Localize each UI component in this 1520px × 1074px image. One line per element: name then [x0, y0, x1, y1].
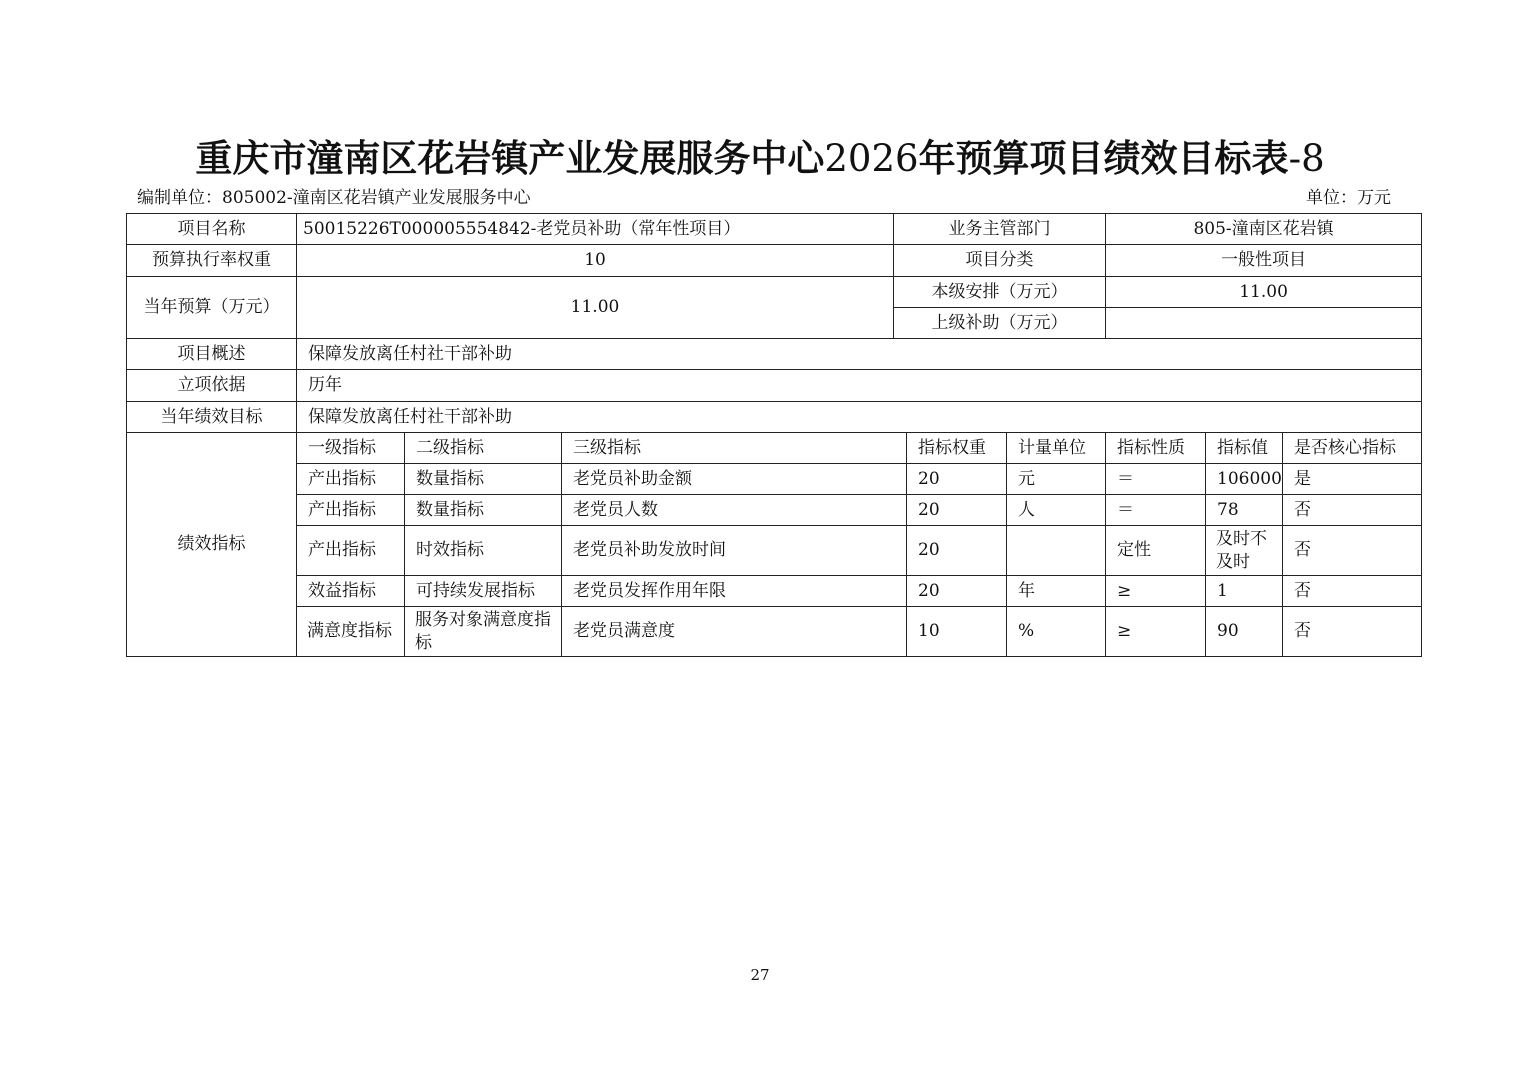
compiling-unit: 编制单位：805002-潼南区花岩镇产业发展服务中心 [137, 188, 531, 208]
cell-weight: 20 [907, 576, 1007, 607]
cell-unit: 人 [1007, 495, 1106, 526]
cell-weight: 20 [907, 495, 1007, 526]
cell-nature: ≥ [1106, 576, 1206, 607]
cell-value: 90 [1206, 607, 1283, 657]
cell-level1: 产出指标 [297, 526, 405, 576]
cell-core: 否 [1283, 607, 1422, 657]
cell-level1: 满意度指标 [297, 607, 405, 657]
cell-value: 及时不及时 [1206, 526, 1283, 576]
cell-unit: % [1007, 607, 1106, 657]
goal-value: 保障发放离任村社干部补助 [297, 402, 1422, 433]
title-text: 重庆市潼南区花岩镇产业发展服务中心 [195, 136, 825, 180]
local-value: 11.00 [1106, 277, 1422, 308]
header-weight: 指标权重 [907, 433, 1007, 464]
cell-level2: 时效指标 [405, 526, 562, 576]
header-level2: 二级指标 [405, 433, 562, 464]
cell-level2: 可持续发展指标 [405, 576, 562, 607]
title-year: 2026 [824, 137, 919, 180]
cell-level3: 老党员人数 [562, 495, 907, 526]
cell-nature: ≥ [1106, 607, 1206, 657]
cell-weight: 20 [907, 526, 1007, 576]
table-row [127, 277, 1422, 308]
local-label: 本级安排（万元） [894, 277, 1106, 308]
overview-value: 保障发放离任村社干部补助 [297, 339, 1422, 370]
cell-unit: 元 [1007, 464, 1106, 495]
category-label: 项目分类 [894, 245, 1106, 277]
cell-core: 否 [1283, 495, 1422, 526]
upper-value [1106, 308, 1422, 339]
page-title [0, 134, 1520, 183]
project-name-value: 50015226T000005554842-老党员补助（常年性项目） [297, 214, 894, 245]
cell-level2: 数量指标 [405, 495, 562, 526]
dept-value: 805-潼南区花岩镇 [1106, 214, 1422, 245]
cell-level3: 老党员满意度 [562, 607, 907, 657]
title-suffix: -8 [1288, 137, 1325, 180]
cell-level2: 服务对象满意度指标 [405, 607, 562, 657]
cell-weight: 10 [907, 607, 1007, 657]
cell-nature: ＝ [1106, 495, 1206, 526]
goal-label: 当年绩效目标 [127, 402, 297, 433]
cell-value: 106000 [1206, 464, 1283, 495]
basis-label: 立项依据 [127, 370, 297, 402]
table-row [127, 245, 1422, 277]
cell-core: 否 [1283, 526, 1422, 576]
header-nature: 指标性质 [1106, 433, 1206, 464]
page-number: 27 [750, 966, 770, 984]
cell-core: 否 [1283, 576, 1422, 607]
indicator-row [127, 526, 1422, 576]
cell-unit: 年 [1007, 576, 1106, 607]
cell-value: 78 [1206, 495, 1283, 526]
cell-level3: 老党员发挥作用年限 [562, 576, 907, 607]
header-value: 指标值 [1206, 433, 1283, 464]
project-name-label: 项目名称 [127, 214, 297, 245]
header-unit: 计量单位 [1007, 433, 1106, 464]
upper-label: 上级补助（万元） [894, 308, 1106, 339]
cell-level1: 效益指标 [297, 576, 405, 607]
table-row [127, 370, 1422, 402]
title-text-2: 年预算项目绩效目标表 [918, 136, 1289, 180]
cell-unit [1007, 526, 1106, 576]
cell-level1: 产出指标 [297, 495, 405, 526]
cell-level3: 老党员补助发放时间 [562, 526, 907, 576]
header-level1: 一级指标 [297, 433, 405, 464]
indicator-row [127, 607, 1422, 657]
weight-label: 预算执行率权重 [127, 245, 297, 277]
budget-label: 当年预算（万元） [127, 277, 297, 339]
table-row [127, 339, 1422, 370]
weight-value: 10 [297, 245, 894, 277]
indicator-row [127, 576, 1422, 607]
budget-value: 11.00 [297, 277, 894, 339]
basis-value: 历年 [297, 370, 1422, 402]
cell-weight: 20 [907, 464, 1007, 495]
overview-label: 项目概述 [127, 339, 297, 370]
header-core: 是否核心指标 [1283, 433, 1422, 464]
cell-core: 是 [1283, 464, 1422, 495]
cell-value: 1 [1206, 576, 1283, 607]
indicator-header-row [127, 433, 1422, 464]
cell-level2: 数量指标 [405, 464, 562, 495]
cell-nature: 定性 [1106, 526, 1206, 576]
currency-unit: 单位：万元 [1306, 188, 1391, 208]
table-row [127, 214, 1422, 245]
category-value: 一般性项目 [1106, 245, 1422, 277]
indicator-row [127, 495, 1422, 526]
indicators-section-label: 绩效指标 [127, 433, 297, 657]
table-row [127, 402, 1422, 433]
cell-level3: 老党员补助金额 [562, 464, 907, 495]
dept-label: 业务主管部门 [894, 214, 1106, 245]
header-level3: 三级指标 [562, 433, 907, 464]
performance-target-table [126, 213, 1422, 657]
cell-level1: 产出指标 [297, 464, 405, 495]
cell-nature: ＝ [1106, 464, 1206, 495]
indicator-row [127, 464, 1422, 495]
